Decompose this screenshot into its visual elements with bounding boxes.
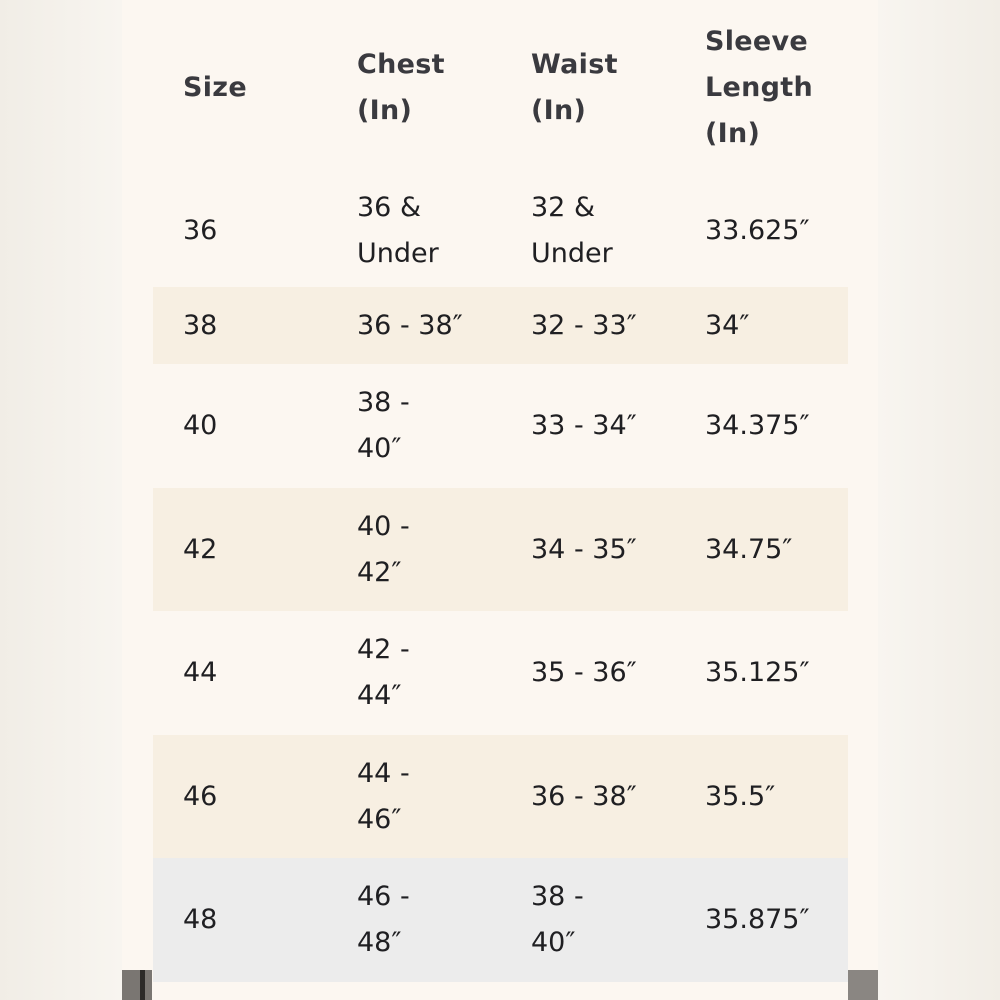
- cell-sleeve: 33.625″: [705, 215, 810, 246]
- cell-waist: 32 & Under: [531, 192, 613, 269]
- background-left-margin: [0, 0, 122, 1000]
- table-row: [153, 364, 848, 488]
- table-row: [153, 735, 848, 858]
- scrollbar-left-edge: [122, 970, 152, 1000]
- cell-chest: 36 - 38″: [327, 287, 501, 364]
- cell-waist: 33 - 34″: [531, 410, 637, 441]
- cell-chest: 36 & Under: [357, 192, 439, 269]
- table-row: [153, 488, 848, 611]
- cell-size: 40: [183, 410, 218, 441]
- cell-size: 46: [153, 735, 327, 858]
- cell-sleeve: 35.875″: [675, 858, 848, 982]
- cell-waist: 38 - 40″: [501, 858, 675, 982]
- background-right-margin: [878, 0, 1000, 1000]
- cell-waist: 32 - 33″: [501, 287, 675, 364]
- table-row: [153, 611, 848, 735]
- header-sleeve-length: Sleeve Length (In): [705, 25, 813, 149]
- cell-waist: 36 - 38″: [501, 735, 675, 858]
- header-waist: Waist (In): [531, 48, 618, 126]
- cell-waist: 34 - 35″: [501, 488, 675, 611]
- table-row: [153, 175, 848, 287]
- header-chest: Chest (In): [357, 48, 445, 126]
- cell-sleeve: 34″: [675, 287, 848, 364]
- table-row: [153, 858, 848, 982]
- cell-sleeve: 34.75″: [675, 488, 848, 611]
- cell-waist: 35 - 36″: [531, 657, 637, 688]
- cell-chest: 38 - 40″: [357, 387, 410, 464]
- table-row: [153, 287, 848, 364]
- scrollbar-right-edge: [848, 970, 878, 1000]
- size-chart-table: [153, 0, 848, 982]
- cell-chest: 46 - 48″: [327, 858, 501, 982]
- cell-size: 48: [153, 858, 327, 982]
- cell-size: 38: [153, 287, 327, 364]
- cell-sleeve: 34.375″: [705, 410, 810, 441]
- table-header-row: [153, 0, 848, 175]
- cell-sleeve: 35.5″: [675, 735, 848, 858]
- cell-chest: 40 - 42″: [327, 488, 501, 611]
- cell-size: 42: [153, 488, 327, 611]
- cell-chest: 44 - 46″: [327, 735, 501, 858]
- cell-size: 44: [183, 657, 218, 688]
- cell-size: 36: [183, 215, 218, 246]
- header-size: Size: [183, 71, 247, 103]
- cell-chest: 42 - 44″: [357, 634, 410, 711]
- cell-sleeve: 35.125″: [705, 657, 810, 688]
